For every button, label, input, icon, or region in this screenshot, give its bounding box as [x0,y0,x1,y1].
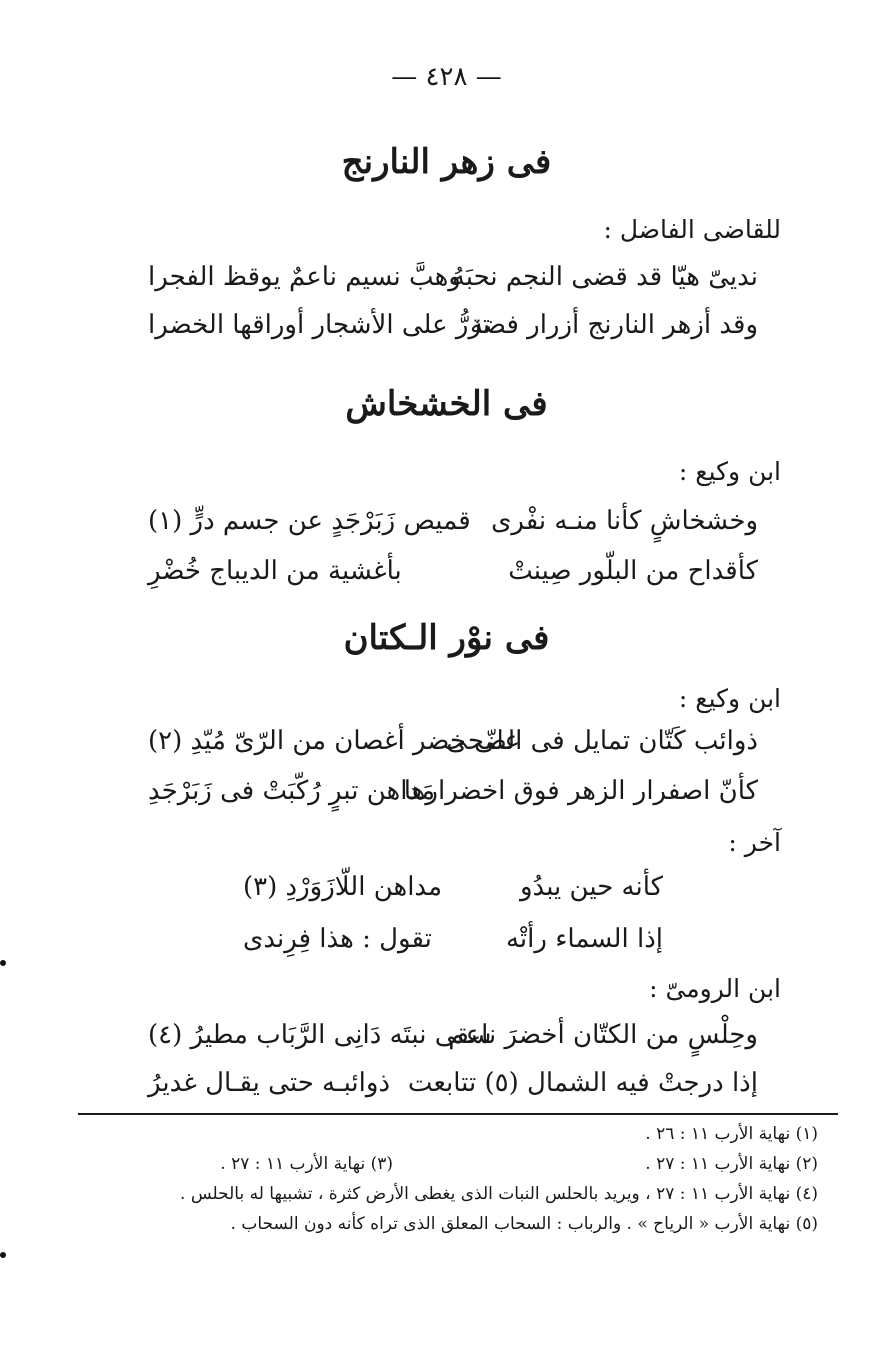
verse-line [148,262,758,306]
second-hemistich: ذوائبـه حتى يقـال غديرُ [148,1068,391,1098]
first-hemistich: نديىّ هيّا قد قضى النجم نحبَهُ [451,262,758,292]
page-number: — ٤٢٨ — [391,62,502,92]
first-hemistich: إذا السماء رأتْه [505,924,663,954]
verse-line [243,872,663,916]
footnote: (٢) نهاية الأرب ١١ : ٢٧ . [645,1154,818,1174]
second-hemistich: مداهن اللّازَوَرْدِ (٣) [243,872,443,902]
first-hemistich: وقد أزهر النارنج أزرار فضة [469,310,758,340]
poet-name: ابن وكيع : [678,684,781,713]
first-hemistich: وحِلْسٍ من الكتّان أخضرَ ناعم [448,1020,758,1050]
first-hemistich: كأنه حين يبدُو [520,872,663,902]
poet-name: للقاضى الفاضل : [603,215,781,244]
verse-line [148,310,758,354]
verse-line [148,506,758,550]
second-hemistich: تزرُّ على الأشجار أوراقها الخضرا [148,310,491,340]
second-hemistich: وهبَّ نسيم ناعمٌ يوقظ الفجرا [148,262,461,292]
second-hemistich: بأغشية من الديباج خُضْرِ [148,556,402,586]
second-hemistich: مَداهن تبرٍ رُكّبَتْ فى زَبَرْجَدِ [148,776,436,806]
poet-name: ابن وكيع : [678,457,781,486]
scan-speck [0,960,6,966]
section-title: فى زهر النارنج [341,142,552,182]
second-hemistich: على خضر أغصان من الرّىّ مُيّدِ (٢) [148,726,520,756]
footnote-divider [78,1113,838,1115]
footnote: (٤) نهاية الأرب ١١ : ٢٧ ، ويريد بالحلس النبات الذى يغطى الأرض كثرة ، تشبيها له بالحلس . [180,1184,818,1204]
second-hemistich: سقى نبتَه دَانِى الرَّبَاب مطيرُ (٤) [148,1020,492,1050]
scan-speck [0,1252,6,1258]
second-hemistich: تقول : هذا فِرِندى [243,924,432,954]
first-hemistich: وخشخاشٍ كأنا منـه نفْرى [491,506,758,536]
verse-line [148,726,758,770]
second-hemistich: قميص زَبَرْجَدٍ عن جسم درٍّ (١) [148,506,471,536]
first-hemistich: كأنّ اصفرار الزهر فوق اخضرارها [403,776,758,806]
first-hemistich: كأقداح من البلّور صِينتْ [508,556,758,586]
footnote: (٣) نهاية الأرب ١١ : ٢٧ . [220,1154,393,1174]
footnote: (١) نهاية الأرب ١١ : ٢٦ . [645,1124,818,1144]
section-title: فى الخشخاش [345,384,548,424]
first-hemistich: ذوائب كَتّان تمايل فى الضّحى [446,726,758,756]
verse-line [148,1020,758,1064]
verse-line [148,556,758,600]
verse-line [148,1068,758,1112]
footnote: (٥) نهاية الأرب « الرياح » . والرباب : السحاب المعلق الذى تراه كأنه دون السحاب . [230,1214,818,1234]
verse-line [148,776,758,820]
poet-name: آخر : [728,828,781,857]
poet-name: ابن الرومىّ : [649,974,781,1003]
section-title: فى نوْر الـكتان [343,618,550,658]
verse-line [243,924,663,968]
first-hemistich: إذا درجتْ فيه الشمال (٥) تتابعت [407,1068,758,1098]
